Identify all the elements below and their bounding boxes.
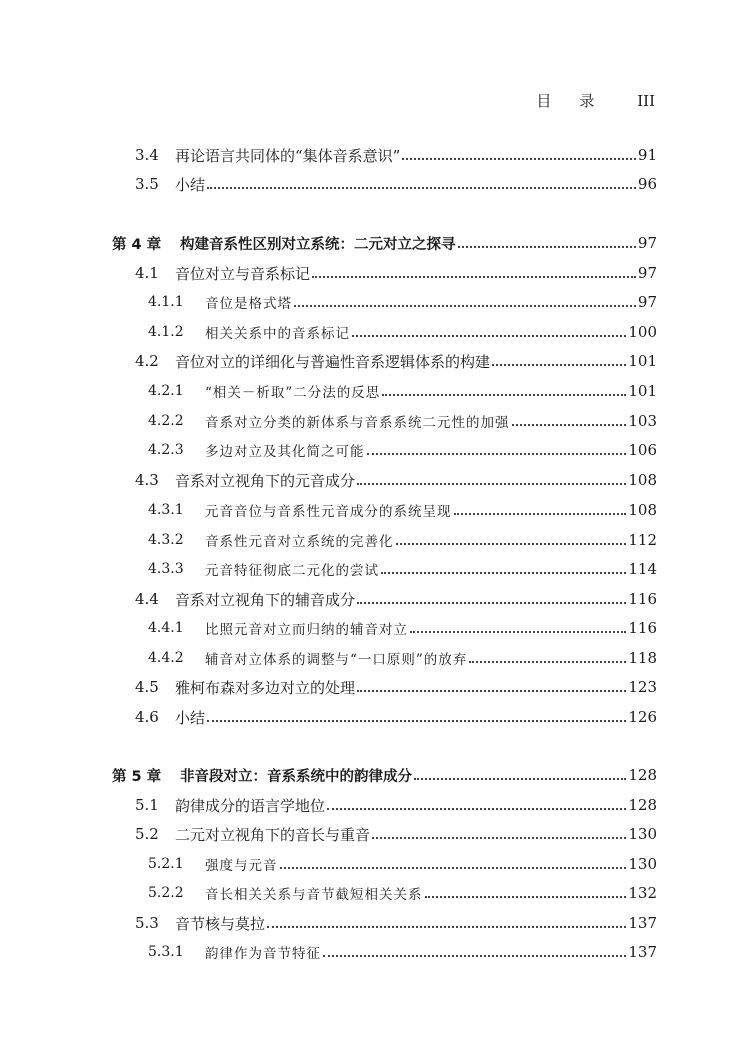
- toc-entry-number: 4.1: [135, 264, 159, 282]
- toc-entry-number: 5.1: [135, 796, 159, 814]
- toc-entry-title: 小结: [175, 708, 206, 727]
- toc-entry-title: 音位对立的详细化与普遍性音系逻辑体系的构建: [175, 352, 491, 371]
- toc-entry-title: 小结: [175, 175, 206, 194]
- toc-entry-line: [205, 618, 657, 638]
- toc-entry-title: 辅音对立体系的调整与“一口原则”的放弃: [205, 652, 468, 668]
- toc-section-entry: [0, 258, 750, 288]
- toc-page-number: 114: [628, 560, 657, 578]
- toc-subsection-entry: [0, 643, 750, 673]
- toc-entry-number: 第 4 章: [112, 236, 162, 253]
- toc-entry-line: [175, 795, 657, 816]
- dot-leader: [458, 231, 636, 248]
- toc-entry-number: 5.3.1: [148, 944, 184, 960]
- toc-page-number: 97: [637, 293, 657, 311]
- toc-page-number: 123: [628, 678, 657, 696]
- toc-section-entry: [0, 465, 750, 495]
- dot-leader: [280, 852, 627, 869]
- toc-entry-title: 音长相关关系与音节截短相关关系: [205, 887, 423, 903]
- toc-entry-title: 音系对立视角下的辅音成分: [175, 590, 356, 609]
- toc-entry-number: 4.5: [135, 678, 159, 696]
- toc-subsection-entry: [0, 613, 750, 643]
- toc-entry-title: 非音段对立：音系系统中的韵律成分: [180, 768, 412, 785]
- running-head: [536, 90, 655, 111]
- toc-subsection-entry: [0, 878, 750, 908]
- toc-page-number: 100: [628, 323, 657, 341]
- dot-leader: [327, 793, 626, 810]
- toc-page-number: 96: [637, 175, 657, 193]
- dot-leader: [367, 438, 627, 455]
- dot-leader: [357, 587, 626, 604]
- toc-subsection-entry: [0, 406, 750, 436]
- toc-entry-line: [175, 913, 657, 934]
- toc-page-number: 101: [628, 352, 657, 370]
- toc-entry-line: [205, 559, 657, 579]
- toc-page-number: 130: [628, 825, 657, 843]
- toc-page-number: 108: [628, 501, 657, 519]
- dot-leader: [312, 261, 636, 278]
- toc-section-entry: [0, 169, 750, 199]
- toc-entry-line: [180, 765, 657, 786]
- dot-leader: [512, 409, 627, 426]
- toc-entry-line: [175, 589, 657, 610]
- toc-page-number: 97: [637, 264, 657, 282]
- toc-entry-title: 音系性元音对立系统的完善化: [205, 534, 394, 550]
- toc-entry-line: [175, 351, 657, 372]
- toc-entry-line: [205, 530, 657, 550]
- toc-section-entry: [0, 790, 750, 820]
- toc-entry-number: 4.1.2: [148, 324, 184, 340]
- dot-leader: [454, 498, 627, 515]
- toc-page-number: 101: [628, 382, 657, 400]
- toc-section-entry: [0, 672, 750, 702]
- toc-entry-number: 4.1.1: [148, 294, 184, 310]
- toc-subsection-entry: [0, 937, 750, 967]
- toc-page-number: 106: [628, 441, 657, 459]
- toc-entry-number: 4.2.2: [148, 413, 184, 429]
- toc-entry-line: [175, 824, 657, 845]
- dot-leader: [357, 468, 626, 485]
- toc-entry-line: [205, 854, 657, 874]
- dot-leader: [492, 349, 626, 366]
- toc-entry-line: [205, 942, 657, 962]
- toc-page-number: 91: [637, 146, 657, 164]
- toc-entry-line: [205, 292, 657, 312]
- toc-entry-line: [205, 883, 657, 903]
- toc-entry-line: [175, 174, 657, 195]
- toc-entry-number: 5.2.2: [148, 885, 184, 901]
- dot-leader: [469, 646, 626, 663]
- dot-leader: [352, 320, 626, 337]
- dot-leader: [381, 557, 626, 574]
- toc-entry-title: 韵律成分的语言学地位: [175, 796, 326, 815]
- dot-leader: [207, 705, 626, 722]
- toc-entry-title: 音系对立分类的新体系与音系系统二元性的加强: [205, 415, 510, 431]
- toc-subsection-entry: [0, 376, 750, 406]
- toc-entry-number: 4.2.1: [148, 383, 184, 399]
- toc-section-entry: [0, 819, 750, 849]
- toc-entry-title: 元音特征彻底二元化的尝试: [205, 563, 379, 579]
- dot-leader: [414, 763, 626, 780]
- toc-page-number: 132: [628, 884, 657, 902]
- toc-section-entry: [0, 702, 750, 732]
- toc-page-number: 108: [628, 471, 657, 489]
- dot-leader: [396, 528, 627, 545]
- toc-entry-number: 4.2: [135, 352, 159, 370]
- toc-entry-title: 雅柯布森对多边对立的处理: [175, 678, 356, 697]
- toc-page-number: 103: [628, 412, 657, 430]
- dot-leader: [402, 143, 636, 160]
- toc-entry-title: 再论语言共同体的“集体音系意识”: [175, 146, 401, 165]
- toc-entry-title: 比照元音对立而归纳的辅音对立: [205, 622, 408, 638]
- toc-entry-line: [205, 440, 657, 460]
- toc-entry-number: 4.3.2: [148, 532, 184, 548]
- toc-entry-line: [180, 233, 657, 254]
- toc-entry-title: 音位是格式塔: [205, 296, 292, 312]
- toc-entry-title: 多边对立及其化简之可能: [205, 444, 365, 460]
- dot-leader: [382, 379, 626, 396]
- toc-section-entry: [0, 140, 750, 170]
- dot-leader: [267, 911, 626, 928]
- toc-subsection-entry: [0, 525, 750, 555]
- toc-entry-title: 音位对立与音系标记: [175, 264, 311, 283]
- toc-section-entry: [0, 346, 750, 376]
- toc-entry-number: 4.2.3: [148, 442, 184, 458]
- dot-leader: [357, 675, 626, 692]
- toc-entry-title: 元音音位与音系性元音成分的系统呈现: [205, 504, 452, 520]
- running-head-title: 目录: [536, 92, 623, 110]
- toc-entry-line: [175, 470, 657, 491]
- toc-page-number: 118: [628, 649, 657, 667]
- toc-subsection-entry: [0, 495, 750, 525]
- toc-entry-title: “相关－析取”二分法的反思: [205, 385, 381, 401]
- toc-entry-line: [175, 145, 657, 166]
- toc-entry-number: 4.4: [135, 590, 159, 608]
- toc-entry-line: [205, 411, 657, 431]
- toc-page-number: 116: [628, 619, 657, 637]
- dot-leader: [294, 290, 636, 307]
- toc-subsection-entry: [0, 287, 750, 317]
- toc-entry-title: 构建音系性区别对立系统：二元对立之探寻: [180, 236, 456, 253]
- toc-entry-number: 5.2: [135, 825, 159, 843]
- toc-entry-number: 4.3.1: [148, 502, 184, 518]
- toc-page-number: 112: [628, 531, 657, 549]
- toc-section-entry: [0, 908, 750, 938]
- dot-leader: [425, 881, 627, 898]
- toc-entry-number: 4.3: [135, 471, 159, 489]
- toc-entry-line: [205, 381, 657, 401]
- toc-entry-line: [175, 707, 657, 728]
- toc-page-number: 137: [628, 914, 657, 932]
- toc-entry-number: 4.3.3: [148, 561, 184, 577]
- toc-section-entry: [0, 584, 750, 614]
- toc-page-number: 130: [628, 855, 657, 873]
- toc-page-number: 128: [628, 796, 657, 814]
- toc-entry-title: 二元对立视角下的音长与重音: [175, 825, 371, 844]
- toc-entry-number: 5.3: [135, 914, 159, 932]
- toc-chapter-entry: [0, 228, 750, 258]
- toc-entry-line: [205, 648, 657, 668]
- toc-subsection-entry: [0, 435, 750, 465]
- toc-entry-number: 4.4.1: [148, 620, 184, 636]
- toc-subsection-entry: [0, 554, 750, 584]
- toc-entry-number: 3.4: [135, 146, 159, 164]
- toc-entry-title: 强度与元音: [205, 858, 278, 874]
- toc-subsection-entry: [0, 317, 750, 347]
- toc-chapter-entry: [0, 760, 750, 790]
- toc-entry-line: [175, 263, 657, 284]
- toc-entry-number: 第 5 章: [112, 768, 162, 785]
- toc-entry-title: 音节核与莫拉: [175, 914, 266, 933]
- toc-entry-number: 5.2.1: [148, 856, 184, 872]
- dot-leader: [323, 940, 626, 957]
- running-head-page-number: III: [637, 92, 655, 110]
- toc-entry-title: 相关关系中的音系标记: [205, 326, 350, 342]
- toc-page-number: 137: [628, 943, 657, 961]
- dot-leader: [207, 172, 636, 189]
- toc-page-number: 126: [628, 708, 657, 726]
- toc-entry-number: 3.5: [135, 175, 159, 193]
- toc-entry-line: [205, 500, 657, 520]
- dot-leader: [372, 822, 626, 839]
- toc-subsection-entry: [0, 849, 750, 879]
- dot-leader: [410, 616, 626, 633]
- toc-page-number: 97: [637, 234, 657, 252]
- toc-page-number: 116: [628, 590, 657, 608]
- toc-entry-title: 韵律作为音节特征: [205, 946, 321, 962]
- toc-entry-title: 音系对立视角下的元音成分: [175, 471, 356, 490]
- toc-entry-line: [205, 322, 657, 342]
- toc-entry-number: 4.6: [135, 708, 159, 726]
- toc-entry-line: [175, 677, 657, 698]
- toc-page-number: 128: [628, 766, 657, 784]
- toc-entry-number: 4.4.2: [148, 650, 184, 666]
